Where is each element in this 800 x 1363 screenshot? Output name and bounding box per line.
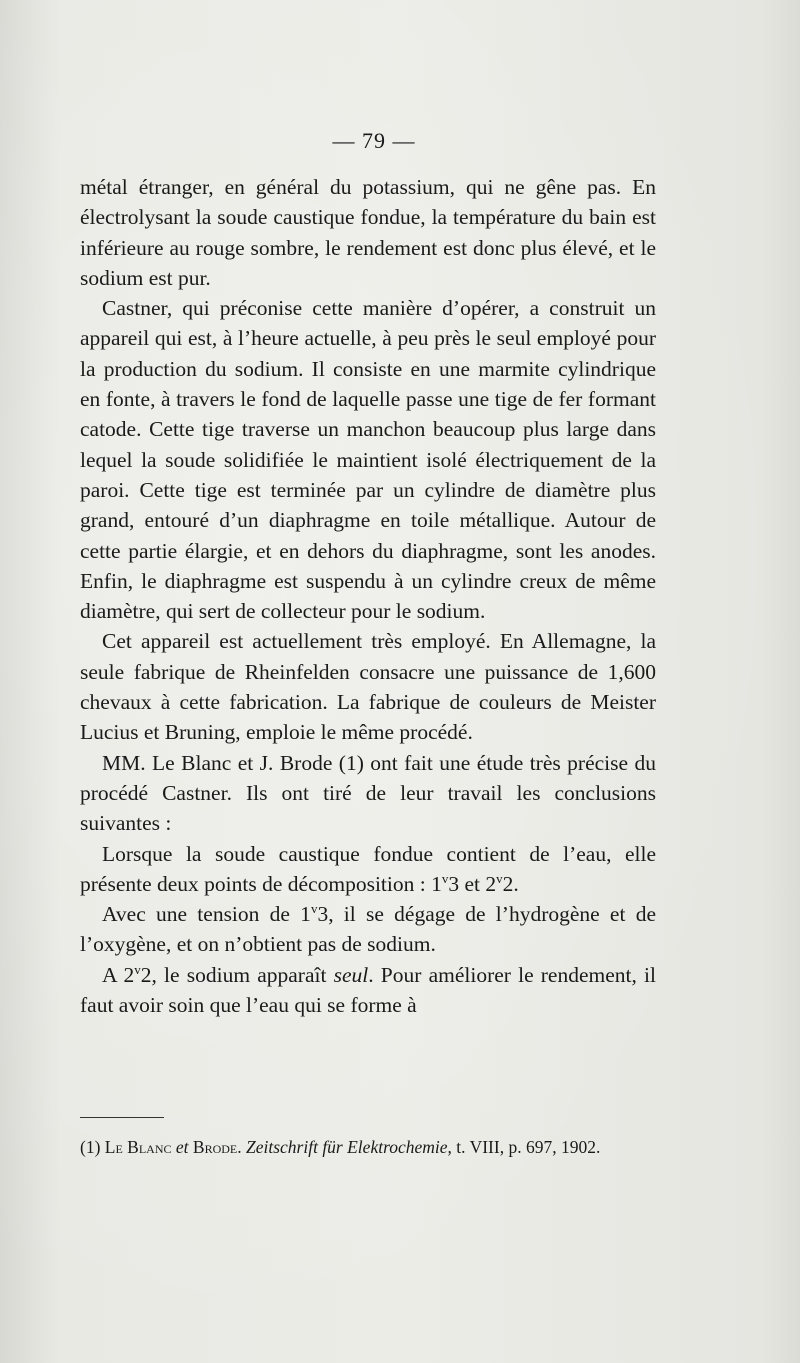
paragraph-5: [80, 839, 656, 900]
p7-text-c: . Pour améliorer le rendement, il faut avoir soin que l’eau qui se forme à: [80, 962, 656, 1018]
footnote-mark: (1): [80, 1137, 105, 1157]
p6-text-b: 3, il se dégage de l’hydrogène et de l’oxygène, et on n’obtient pas de sodium.: [80, 902, 656, 957]
paragraph-7: [80, 960, 656, 1021]
p5-text-a: Lorsque la soude caustique fondue contient de l’eau, elle présente deux points de décomposition : 1: [80, 841, 656, 896]
page-number: — 79 —: [332, 128, 416, 153]
volt-unit: v: [134, 961, 141, 977]
volt-unit: v: [496, 870, 503, 886]
p7-text-a: A 2: [102, 962, 135, 987]
footnote-rule: [80, 1117, 164, 1118]
footnote-reference: (1): [338, 750, 364, 775]
p7-text-b: 2, le sodium apparaît: [140, 962, 334, 987]
p5-text-c: 2.: [502, 871, 519, 896]
volt-unit: v: [310, 900, 318, 916]
paragraph-3: Cet appareil est actuellement très employé. En Allemagne, la seule fabrique de Rheinfelden consacre une puissance de 1,600 chevaux à cette fabrication. La fabrique de couleurs de Meister Lucius et Bruning, emploie le même procédé.: [80, 629, 656, 745]
footnote-citation: , t. VIII, p. 697, 1902.: [447, 1137, 601, 1157]
footnote-author-2: Brode: [192, 1137, 238, 1157]
paragraph-2: Castner, qui préconise cette manière d’opérer, a construit un appareil qui est, à l’heure actuelle, à peu près le seul employé pour la production du sodium. Il consiste en une marmite cylindrique en fonte, à travers le fond de laquelle passe une tige de fer formant catode. Cette tige traverse un manchon beaucoup plus large dans lequel la soude solidifiée le maintient isolé électriquement de la paroi. Cette tige est terminée par un cylindre de diamètre plus grand, entouré d’un diaphragme en toile métallique. Autour de cette partie élargie, et en dehors du diaphragme, sont les anodes. Enfin, le diaphragme est suspendu à un cylindre creux de même diamètre, qui sert de collecteur pour le sodium.: [80, 296, 656, 624]
paragraph-4: [80, 748, 656, 839]
p5-text-b: 3 et 2: [448, 871, 497, 896]
p4-text-b: ont fait une étude très précise du procédé Castner. Ils ont tiré de leur travail les conclusions suivantes :: [80, 750, 656, 836]
volt-unit: v: [441, 870, 449, 886]
footnote-author-1: Le Blanc: [104, 1137, 172, 1157]
footnote: [80, 1136, 656, 1159]
footnote-et: et: [171, 1137, 193, 1157]
emphasis-seul: seul: [333, 962, 369, 987]
footnote-separator: .: [237, 1137, 246, 1157]
p4-text-a: MM. Le Blanc et J. Brode: [102, 750, 339, 775]
body-text: [80, 172, 656, 1020]
p6-text-a: Avec une tension de 1: [102, 902, 311, 927]
paragraph-1: métal étranger, en général du potassium, qui ne gêne pas. En électrolysant la soude caustique fondue, la température du bain est inférieure au rouge sombre, le rendement est donc plus élevé, et le sodium est pur.: [80, 175, 656, 290]
paragraph-6: [80, 899, 656, 960]
footnote-journal: Zeitschrift für Elektrochemie: [246, 1137, 448, 1157]
